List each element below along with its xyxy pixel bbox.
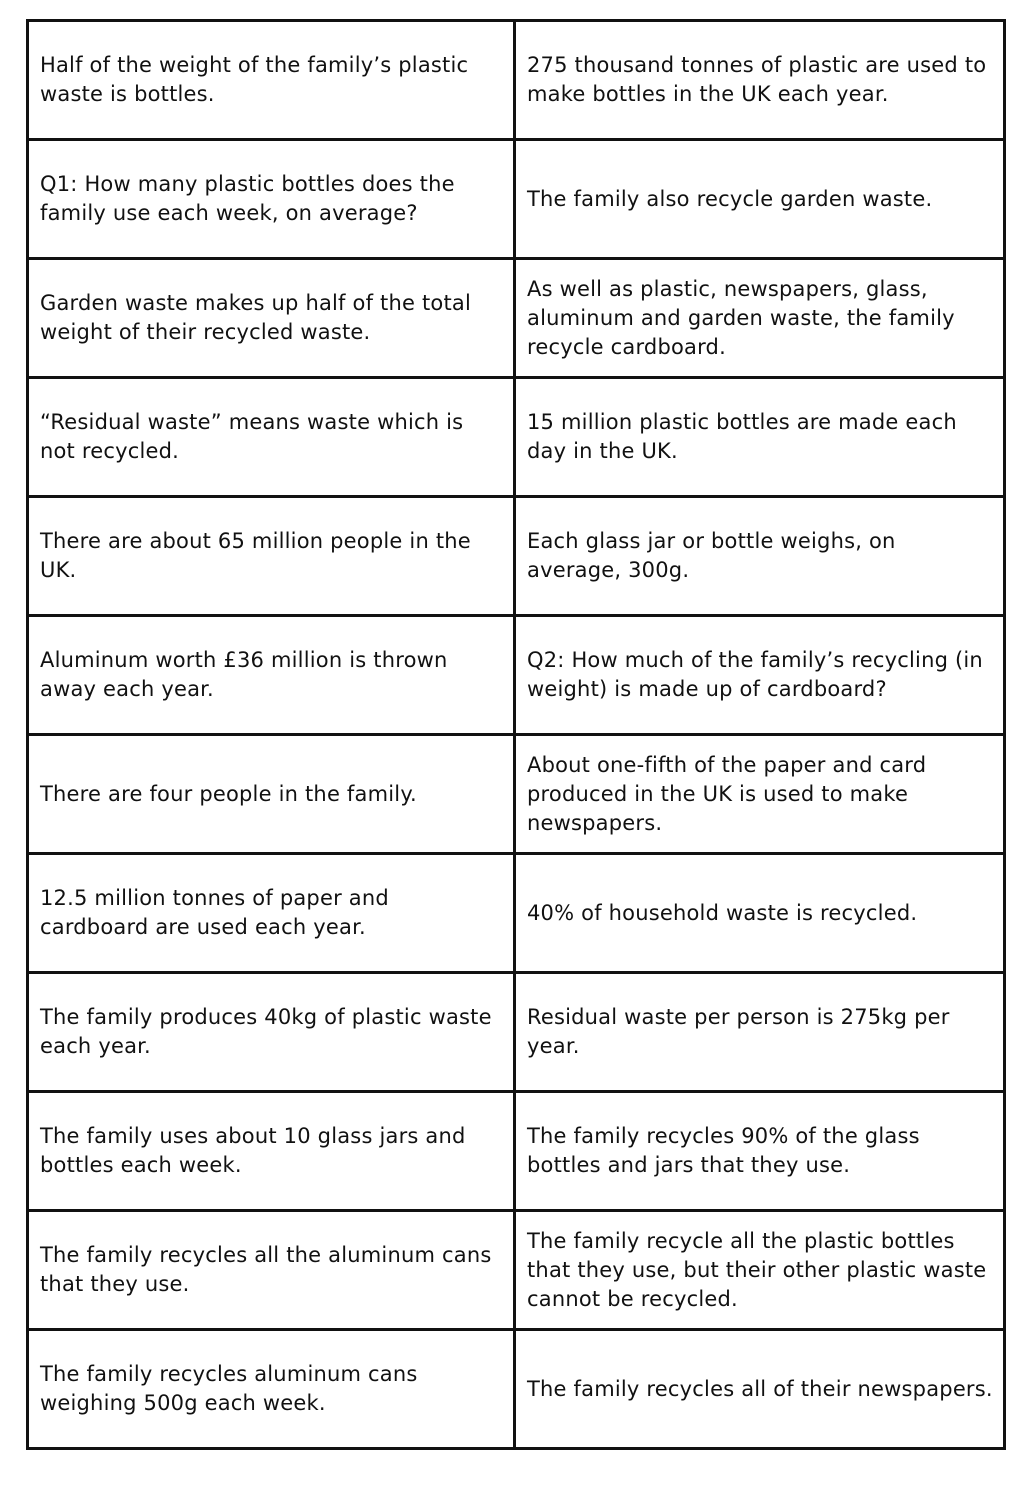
card-cell-right: Each glass jar or bottle weighs, on average, 300g. xyxy=(515,497,1005,616)
card-cell-right: About one-fifth of the paper and card produced in the UK is used to make newspapers. xyxy=(515,735,1005,854)
card-cell-right: The family recycles all of their newspapers. xyxy=(515,1330,1005,1449)
table-row xyxy=(28,1092,1005,1211)
card-cell-left: Garden waste makes up half of the total weight of their recycled waste. xyxy=(28,259,515,378)
card-cell-right: The family recycles 90% of the glass bottles and jars that they use. xyxy=(515,1092,1005,1211)
card-cell-left: The family recycles aluminum cans weighing 500g each week. xyxy=(28,1330,515,1449)
card-cell-left: There are about 65 million people in the UK. xyxy=(28,497,515,616)
card-cell-right: 15 million plastic bottles are made each day in the UK. xyxy=(515,378,1005,497)
card-cell-left: The family produces 40kg of plastic waste each year. xyxy=(28,973,515,1092)
table-row xyxy=(28,140,1005,259)
card-cell-right: 40% of household waste is recycled. xyxy=(515,854,1005,973)
table-row xyxy=(28,1330,1005,1449)
card-cell-left: The family recycles all the aluminum cans that they use. xyxy=(28,1211,515,1330)
table-row xyxy=(28,854,1005,973)
card-cell-right: As well as plastic, newspapers, glass, aluminum and garden waste, the family recycle cardboard. xyxy=(515,259,1005,378)
card-cell-right: Q2: How much of the family’s recycling (in weight) is made up of cardboard? xyxy=(515,616,1005,735)
card-cell-left: The family uses about 10 glass jars and bottles each week. xyxy=(28,1092,515,1211)
card-cell-left: Half of the weight of the family’s plastic waste is bottles. xyxy=(28,21,515,140)
card-cell-left: Q1: How many plastic bottles does the family use each week, on average? xyxy=(28,140,515,259)
card-cell-left: “Residual waste” means waste which is not recycled. xyxy=(28,378,515,497)
card-cell-right: The family also recycle garden waste. xyxy=(515,140,1005,259)
table-row xyxy=(28,735,1005,854)
card-cell-right: 275 thousand tonnes of plastic are used to make bottles in the UK each year. xyxy=(515,21,1005,140)
card-cell-right: Residual waste per person is 275kg per year. xyxy=(515,973,1005,1092)
table-row xyxy=(28,21,1005,140)
table-row xyxy=(28,378,1005,497)
card-cell-right: The family recycle all the plastic bottles that they use, but their other plastic waste cannot be recycled. xyxy=(515,1211,1005,1330)
card-cell-left: There are four people in the family. xyxy=(28,735,515,854)
table-row xyxy=(28,497,1005,616)
card-table xyxy=(26,19,1006,1450)
card-cell-left: 12.5 million tonnes of paper and cardboard are used each year. xyxy=(28,854,515,973)
table-row xyxy=(28,973,1005,1092)
card-cell-left: Aluminum worth £36 million is thrown away each year. xyxy=(28,616,515,735)
table-row xyxy=(28,1211,1005,1330)
table-row xyxy=(28,616,1005,735)
table-row xyxy=(28,259,1005,378)
